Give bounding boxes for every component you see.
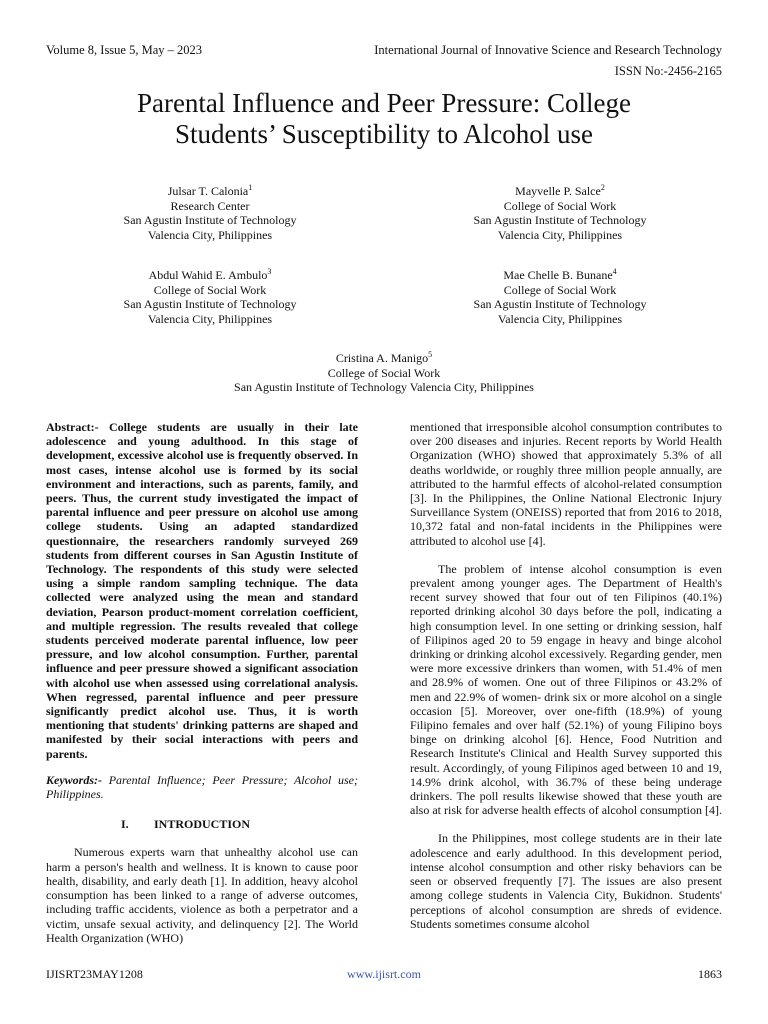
title-line-2: Students’ Susceptibility to Alcohol use [175,119,593,149]
author-institution: San Agustin Institute of Technology [473,297,647,311]
title-line-1: Parental Influence and Peer Pressure: College [136,88,632,118]
author-affiliation: College of Social Work [503,198,617,213]
author-name: Julsar T. Calonia$^1$ [167,183,253,198]
author-block-2 [430,181,690,242]
intro-paragraph-1: Numerous experts warn that unhealthy alcohol use can harm a person's health and wellness. It is known to cause poor health, disability, and early death [1]. In addition, heavy alcohol consumption has been linked to a range of adverse outcomes, including traffic accidents, violence as both a perpetrator and a victim, unsafe sexual activity, and delinquency [2]. The World Health Organization (WHO) [46,845,358,945]
left-column [46,420,358,945]
author-affiliation: Research Center [170,198,250,213]
body-paragraph-3: In the Philippines, most college students are in their late adolescence and early adulthood. In this development period, intense alcohol consumption and other risky behaviors can be seen or observed frequently [7]. The issues are also present among college students in Valencia City, Bukidnon. Students' perceptions of alcohol consumption are shreds of evidence. Students sometimes consume alcohol [410,831,722,931]
author-location: Valencia City, Philippines [497,227,623,242]
author-name: Mae Chelle B. Bunane$^4$ [503,267,617,282]
section-title: INTRODUCTION [153,817,250,832]
right-column [410,420,722,931]
author-institution: San Agustin Institute of Technology [123,297,297,311]
author-block-3 [80,265,340,326]
volume-info: Volume 8, Issue 5, May – 2023 [46,43,203,57]
body-paragraph-2: The problem of intense alcohol consumption is even prevalent among younger ages. The Department of Health's recent survey showed that four out of ten Filipinos (40.1%) reported drinking alcohol 30 days before the poll, indicating a high consumption level. In one setting or drinking session, half of Filipinos aged 20 to 59 engage in heavy and binge alcohol drinking or drinking alcohol excessively. Regarding gender, men were more excessive drinkers than women, with 51.4% of men and 28.9% of women. One out of three Filipinos or 43.2% of men and 22.9% of women- drink six or more alcohol on a single occasion [5]. Moreover, over one-fifth (18.9%) of young Filipino females and over half (52.1%) of young Filipino boys binge on drinking alcohol [6]. Hence, Food Nutrition and Research Institute's Clinical and Health Survey supported this result. Accordingly, of young Filipinos aged between 10 and 19, 14.9% drink alcohol, with 36.7% of these being underage drinkers. The poll results likewise showed that these youth are also at risk for adverse health effects of alcohol consumption [4]. [410,561,723,818]
author-affiliation: College of Social Work [327,365,441,380]
paper-title [60,88,708,150]
section-heading [46,817,358,831]
journal-website-link[interactable]: www.ijisrt.com [347,967,421,981]
author-block-4 [430,265,690,326]
author-name: Mayvelle P. Salce$^2$ [515,183,605,198]
journal-name: International Journal of Innovative Science and Research Technology [374,43,722,57]
author-affiliation: College of Social Work [503,282,617,297]
author-affiliation: College of Social Work [153,282,267,297]
author-institution: San Agustin Institute of Technology Valencia City, Philippines [234,380,534,394]
author-location: Valencia City, Philippines [147,311,273,326]
issn: ISSN No:-2456-2165 [614,64,722,78]
author-name: Abdul Wahid E. Ambulo$^3$ [148,267,272,282]
author-location: Valencia City, Philippines [497,311,623,326]
section-number: I. [121,817,129,832]
author-name: Cristina A. Manigo$^5$ [335,350,433,365]
keywords [46,773,358,801]
keywords-text: Parental Influence; Peer Pressure; Alcohol use; Philippines. [46,772,358,802]
body-paragraph-1: mentioned that irresponsible alcohol consumption contributes to over 200 diseases and injuries. Recent reports by World Health Organization (WHO) showed that approximately 5.3% of all deaths worldwide, or roughly three million people annually, are attributed to the harmful effects of alcohol-related consumption [3]. In the Philippines, the Online National Electronic Injury Surveillance System (ONEISS) reported that from 2016 to 2018, 10,372 fatal and non-fatal incidents in the Philippines were attributed to alcohol use [4]. [410,420,722,548]
abstract: Abstract:- College students are usually in their late adolescence and young adulthood. In this stage of development, excessive alcohol use is frequently observed. In most cases, intense alcohol use is formed by its social environment and interactions, such as parents, family, and peers. Thus, the current study investigated the impact of parental influence and peer pressure on alcohol use among college students. Using an adapted standardized questionnaire, the researchers randomly surveyed 269 students from different courses in San Agustin Institute of Technology. The respondents of this study were selected using a simple random sampling technique. The data collected were analyzed using the mean and standard deviation, Pearson product-moment correlation coefficient, and multiple regression. The results revealed that college students perceived moderate parental influence, low peer pressure, and low alcohol consumption. Further, parental influence and peer pressure showed a significant association with alcohol use when assessed using correlational analysis. When regressed, parental influence and peer pressure significantly predict alcohol use. Thus, it is worth mentioning that students' drinking patterns are shaped and manifested by their social interactions with peers and parents. [46,420,358,761]
keywords-label: Keywords:- [46,772,102,787]
author-institution: San Agustin Institute of Technology [473,213,647,227]
paper-id: IJISRT23MAY1208 [46,967,143,981]
author-block-5 [184,348,584,395]
page-number: 1863 [698,967,722,981]
author-institution: San Agustin Institute of Technology [123,213,297,227]
author-location: Valencia City, Philippines [147,227,273,242]
author-block-1 [80,181,340,242]
